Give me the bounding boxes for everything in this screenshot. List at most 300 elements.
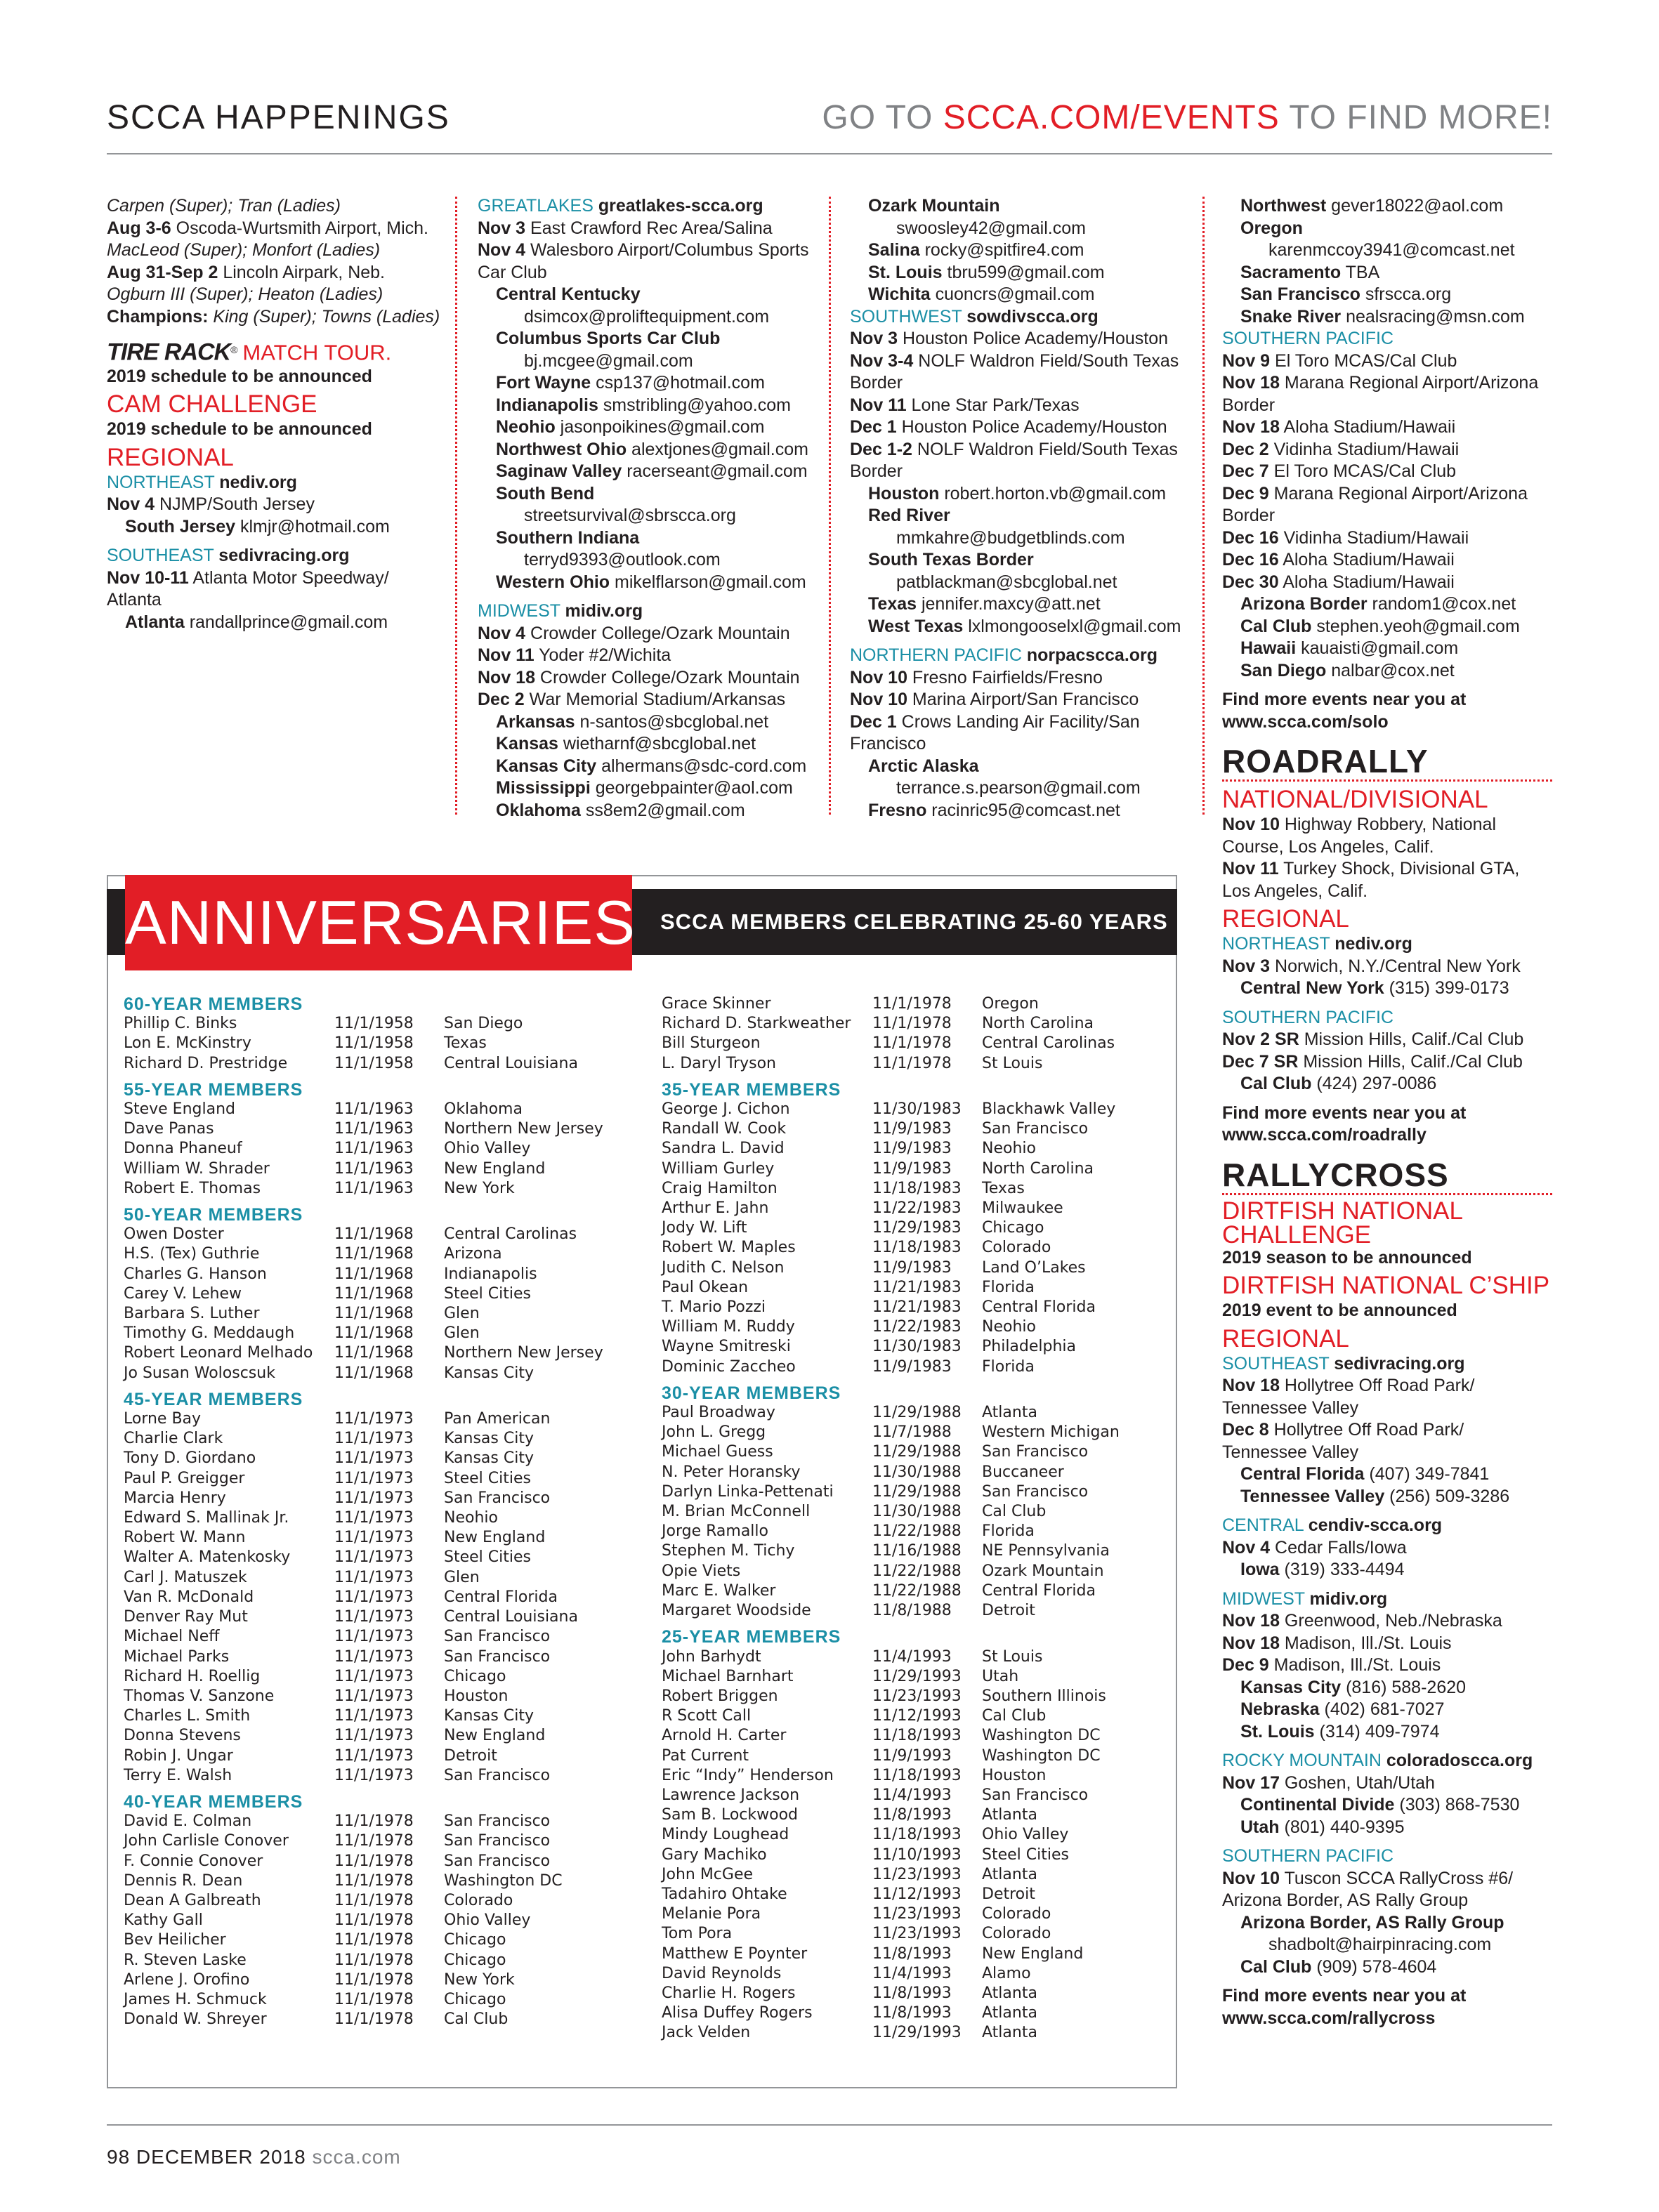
- member-row: [662, 1904, 1167, 1924]
- event-line: Nov 17 Goshen, Utah/Utah: [1222, 1772, 1435, 1793]
- member-date: 11/1/1973: [334, 1746, 414, 1765]
- event-line: Dec 2 Vidinha Stadium/Hawaii: [1222, 439, 1460, 459]
- member-region: Kansas City: [444, 1364, 534, 1382]
- rr-northeast-site-link[interactable]: nediv.org: [1335, 934, 1412, 954]
- event-line: Nov 9 El Toro MCAS/Cal Club: [1222, 350, 1457, 371]
- footer-rule: [107, 2124, 1552, 2126]
- member-region: Land O’Lakes: [982, 1258, 1086, 1277]
- event-line: Nov 10 Fresno Fairfields/Fresno: [850, 667, 1103, 687]
- region-contact: Western Ohio mikelflarson@gmail.com: [496, 572, 806, 592]
- member-name: Darlyn Linka-Pettenati: [662, 1482, 834, 1501]
- match-tour-heading: TIRE RACK® MATCH TOUR.: [107, 338, 392, 366]
- member-name: Stephen M. Tichy: [662, 1542, 795, 1560]
- member-name: William M. Ruddy: [662, 1318, 795, 1336]
- dirtfish-championship-note: 2019 event to be announced: [1222, 1301, 1457, 1320]
- member-date: 11/1/1968: [334, 1225, 414, 1244]
- rr-southern-pacific-lines: [1222, 1029, 1552, 1095]
- match-tour-note: 2019 schedule to be announced: [107, 366, 372, 386]
- member-region: Philadelphia: [982, 1338, 1077, 1356]
- midwest-division: [478, 600, 815, 623]
- member-date: 11/1/1973: [334, 1509, 414, 1527]
- member-row: [662, 1482, 1167, 1502]
- member-group-heading: 40-YEAR MEMBERS: [124, 1791, 303, 1812]
- member-row: [124, 1852, 615, 1871]
- member-date: 11/16/1988: [872, 1542, 962, 1560]
- region-contact: Tennessee Valley (256) 509-3286: [1240, 1486, 1510, 1506]
- member-name: Donna Phaneuf: [124, 1140, 242, 1158]
- member-region: Central Florida: [982, 1298, 1096, 1317]
- se-event-date: Nov 10-11: [107, 567, 189, 588]
- member-row: [124, 1225, 615, 1244]
- region-contact: Nebraska (402) 681-7027: [1240, 1699, 1445, 1719]
- event-line: Nov 18 Crowder College/Ozark Mountain: [478, 667, 800, 687]
- contact-email[interactable]: mmkahre@budgetblinds.com: [896, 527, 1125, 548]
- member-date: 11/1/1958: [334, 1015, 414, 1033]
- member-name: Jo Susan Woloscsuk: [124, 1364, 275, 1382]
- event-line: Aug 31-Sep 2 Lincoln Airpark, Neb.: [107, 262, 385, 282]
- member-row: [662, 1865, 1167, 1885]
- champions-line: Champions: King (Super); Towns (Ladies): [107, 306, 440, 327]
- region-contact: Neohio jasonpoikines@gmail.com: [496, 417, 765, 437]
- member-row: [124, 1528, 615, 1548]
- member-date: 11/1/1968: [334, 1265, 414, 1283]
- member-date: 11/1/1973: [334, 1410, 414, 1428]
- region-contact: Arkansas n-santos@sbcglobal.net: [496, 711, 769, 732]
- column-divider: [829, 197, 831, 815]
- rallycross-rule: [1222, 1193, 1552, 1195]
- member-region: Oklahoma: [444, 1100, 523, 1119]
- rr-northeast-division: [1222, 933, 1552, 956]
- rx-central-lines: [1222, 1537, 1552, 1581]
- member-name: Paul Okean: [662, 1278, 749, 1296]
- member-name: Edward S. Mallinak Jr.: [124, 1509, 289, 1527]
- region-contact: Continental Divide (303) 868-7530: [1240, 1795, 1520, 1815]
- member-date: 11/1/1963: [334, 1179, 414, 1197]
- member-date: 11/9/1983: [872, 1159, 952, 1178]
- roadrally-more-link[interactable]: www.scca.com/roadrally: [1222, 1125, 1427, 1145]
- member-date: 11/8/1993: [872, 2004, 952, 2022]
- rx-rocky-site-link[interactable]: coloradoscca.org: [1386, 1751, 1533, 1770]
- contact-email[interactable]: shadbolt@hairpinracing.com: [1268, 1935, 1492, 1954]
- region-contact: Oklahoma ss8em2@gmail.com: [496, 800, 745, 820]
- member-name: R. Steven Laske: [124, 1951, 247, 1969]
- member-region: St Louis: [982, 1054, 1043, 1072]
- event-line: Dec 16 Vidinha Stadium/Hawaii: [1222, 527, 1469, 548]
- member-date: 11/1/1973: [334, 1608, 414, 1626]
- member-region: Atlanta: [982, 1865, 1037, 1883]
- southeast-division: [107, 545, 437, 567]
- greatlakes-lines: [478, 218, 815, 594]
- contact-email[interactable]: bj.mcgee@gmail.com: [524, 350, 693, 371]
- region-contact: Houston robert.horton.vb@gmail.com: [868, 483, 1167, 503]
- contact-email[interactable]: streetsurvival@sbrscca.org: [524, 506, 736, 525]
- rx-southeast-division: [1222, 1353, 1552, 1376]
- ne-contact-region: South Jersey: [125, 516, 236, 536]
- event-line: Nov 2 SR Mission Hills, Calif./Cal Club: [1222, 1029, 1524, 1049]
- region-contact: Wichita cuoncrs@gmail.com: [868, 284, 1095, 304]
- member-date: 11/1/1963: [334, 1100, 414, 1119]
- member-date: 11/8/1993: [872, 1984, 952, 2002]
- event-line: Dec 1 Houston Police Academy/Houston: [850, 417, 1167, 437]
- member-row: [124, 1687, 615, 1706]
- col3-top-lines: [850, 195, 1187, 306]
- member-region: Central Florida: [444, 1588, 558, 1606]
- member-date: 11/1/1978: [334, 1911, 414, 1930]
- contact-email[interactable]: swoosley42@gmail.com: [896, 218, 1086, 238]
- region-contact: Central New York (315) 399-0173: [1240, 978, 1509, 998]
- region-name: Oregon: [1240, 218, 1303, 238]
- member-date: 11/1/1968: [334, 1245, 414, 1263]
- region-contact: Cal Club (424) 297-0086: [1240, 1074, 1437, 1093]
- member-region: San Francisco: [982, 1120, 1089, 1138]
- match-tour-title: MATCH TOUR.: [242, 340, 392, 365]
- region-contact: Kansas City alhermans@sdc-cord.com: [496, 756, 807, 776]
- member-row: [124, 1607, 615, 1627]
- member-name: Craig Hamilton: [662, 1179, 778, 1197]
- member-name: Marcia Henry: [124, 1489, 226, 1507]
- member-region: New York: [444, 1179, 515, 1197]
- member-row: [662, 1562, 1167, 1581]
- member-region: Detroit: [982, 1602, 1035, 1620]
- member-name: Phillip C. Binks: [124, 1015, 237, 1033]
- member-date: 11/18/1993: [872, 1727, 962, 1745]
- member-name: Walter A. Matenkosky: [124, 1548, 291, 1567]
- member-name: F. Connie Conover: [124, 1852, 263, 1870]
- member-date: 11/1/1968: [334, 1305, 414, 1323]
- rx-central-division: [1222, 1515, 1552, 1537]
- member-row: [662, 1014, 1167, 1034]
- member-date: 11/18/1983: [872, 1239, 962, 1257]
- member-date: 11/1/1978: [334, 1832, 414, 1850]
- member-row: [662, 1423, 1167, 1442]
- member-group-heading: 45-YEAR MEMBERS: [124, 1389, 303, 1409]
- member-name: Carl J. Matuszek: [124, 1568, 247, 1586]
- member-name: Grace Skinner: [662, 995, 771, 1013]
- region-contact: West Texas lxlmongooselxl@gmail.com: [868, 616, 1181, 636]
- rx-central-site-link[interactable]: cendiv-scca.org: [1308, 1515, 1443, 1535]
- member-name: George J. Cichon: [662, 1100, 790, 1119]
- member-region: Colorado: [982, 1905, 1051, 1923]
- member-region: Kansas City: [444, 1707, 534, 1725]
- member-row: [662, 1218, 1167, 1238]
- regional-title: REGIONAL: [107, 443, 234, 471]
- member-row: [124, 1508, 615, 1528]
- member-region: Florida: [982, 1278, 1035, 1296]
- member-region: Ohio Valley: [982, 1826, 1069, 1844]
- rx-southeast-site-link[interactable]: sedivracing.org: [1334, 1353, 1465, 1374]
- member-date: 11/1/1973: [334, 1469, 414, 1487]
- member-name: Arnold H. Carter: [662, 1727, 787, 1745]
- member-row: [662, 1687, 1167, 1706]
- member-region: Kansas City: [444, 1430, 534, 1448]
- member-date: 11/1/1973: [334, 1727, 414, 1745]
- member-row: [124, 1469, 615, 1489]
- solo-more-link[interactable]: www.scca.com/solo: [1222, 711, 1389, 732]
- member-row: [662, 1054, 1167, 1074]
- region-contact: Saginaw Valley racerseant@gmail.com: [496, 461, 808, 481]
- event-line: Nov 18 Greenwood, Neb./Nebraska: [1222, 1611, 1502, 1631]
- northern-pacific-site-link[interactable]: norpacscca.org: [1026, 645, 1158, 665]
- header-rule: [107, 153, 1552, 154]
- member-row: [662, 1726, 1167, 1746]
- rx-midwest-site-link[interactable]: midiv.org: [1309, 1588, 1388, 1609]
- member-region: San Francisco: [444, 1832, 551, 1850]
- region-contact: Fresno racinric95@comcast.net: [868, 800, 1120, 820]
- member-region: Florida: [982, 1522, 1035, 1541]
- member-region: Atlanta: [982, 1806, 1037, 1824]
- rx-rocky-lines: [1222, 1772, 1552, 1839]
- member-name: Robin J. Ungar: [124, 1746, 233, 1765]
- member-region: San Francisco: [444, 1766, 551, 1784]
- roadrally-more-text: Find more events near you at: [1222, 1102, 1467, 1123]
- member-region: Western Michigan: [982, 1423, 1120, 1442]
- event-line: Dec 8 Hollytree Off Road Park/ Tennessee Valley: [1222, 1420, 1464, 1462]
- region-contact: Northwest gever18022@aol.com: [1240, 196, 1504, 216]
- member-date: 11/1/1978: [334, 1951, 414, 1969]
- se-event-place: Atlanta Motor Speedway/ Atlanta: [107, 567, 389, 610]
- column-2: [478, 195, 815, 822]
- member-row: [124, 1746, 615, 1766]
- member-region: Glen: [444, 1305, 480, 1323]
- member-name: Tom Pora: [662, 1925, 733, 1943]
- event-line: Dec 30 Aloha Stadium/Hawaii: [1222, 572, 1455, 592]
- member-region: New England: [982, 1944, 1084, 1963]
- ne-contact-email[interactable]: klmjr@hotmail.com: [240, 516, 390, 536]
- national-divisional-title: NATIONAL/DIVISIONAL: [1222, 786, 1488, 813]
- member-row: [124, 1930, 615, 1950]
- member-name: Eric “Indy” Henderson: [662, 1766, 834, 1784]
- member-name: Lorne Bay: [124, 1410, 202, 1428]
- member-row: [124, 1343, 615, 1363]
- member-date: 11/1/1973: [334, 1707, 414, 1725]
- member-region: Steel Cities: [444, 1548, 531, 1567]
- member-row: [662, 1199, 1167, 1218]
- member-row: [124, 1159, 615, 1179]
- member-row: [124, 2010, 615, 2029]
- member-row: [662, 1944, 1167, 1964]
- results-line: Carpen (Super); Tran (Ladies): [107, 196, 341, 216]
- member-region: Cal Club: [982, 1707, 1047, 1725]
- member-name: John Barhydt: [662, 1647, 761, 1666]
- member-row: [124, 1951, 615, 1970]
- midwest-site-link[interactable]: midiv.org: [565, 601, 643, 621]
- member-region: Cal Club: [444, 2010, 509, 2029]
- member-region: San Francisco: [982, 1482, 1089, 1501]
- member-row: [124, 1891, 615, 1911]
- member-name: Timothy G. Meddaugh: [124, 1324, 295, 1343]
- member-row: [662, 1337, 1167, 1357]
- member-name: Bev Heilicher: [124, 1931, 226, 1949]
- member-region: San Diego: [444, 1015, 523, 1033]
- member-name: Michael Guess: [662, 1443, 773, 1461]
- member-date: 11/23/1993: [872, 1865, 962, 1883]
- contact-email[interactable]: terrance.s.pearson@gmail.com: [896, 778, 1141, 798]
- member-date: 11/1/1963: [334, 1140, 414, 1158]
- contact-email[interactable]: karenmccoy3941@comcast.net: [1268, 240, 1515, 260]
- event-line: Dec 2 War Memorial Stadium/Arkansas: [478, 690, 786, 709]
- member-region: San Francisco: [444, 1489, 551, 1507]
- member-date: 11/18/1983: [872, 1179, 962, 1197]
- member-date: 11/29/1993: [872, 1667, 962, 1685]
- member-name: Mindy Loughead: [662, 1826, 789, 1844]
- member-date: 11/1/1973: [334, 1687, 414, 1705]
- member-row: [124, 1324, 615, 1343]
- roadrally-heading: ROADRALLY: [1222, 743, 1429, 779]
- southern-pacific-lines: [1222, 350, 1552, 683]
- region-name: South Bend: [496, 483, 595, 503]
- member-name: Michael Neff: [124, 1628, 220, 1646]
- page-footer: [107, 2146, 401, 2168]
- member-group-heading: 55-YEAR MEMBERS: [124, 1079, 303, 1100]
- member-name: Jack Velden: [662, 2024, 751, 2042]
- member-region: Atlanta: [982, 1404, 1037, 1422]
- region-contact: Cal Club (909) 578-4604: [1240, 1956, 1437, 1977]
- member-row: [124, 1429, 615, 1449]
- member-date: 11/1/1968: [334, 1344, 414, 1362]
- member-name: John McGee: [662, 1865, 754, 1883]
- member-region: Houston: [982, 1766, 1047, 1784]
- member-region: Central Carolinas: [444, 1225, 577, 1244]
- member-row: [662, 1885, 1167, 1904]
- ne-event-date: Nov 4: [107, 494, 155, 515]
- southwest-site-link[interactable]: sowdivscca.org: [966, 306, 1099, 327]
- member-row: [124, 1364, 615, 1383]
- member-row: [662, 1706, 1167, 1726]
- column-3: [850, 195, 1187, 822]
- ne-contact: [107, 516, 437, 539]
- northeast-div-label: NORTHEAST: [107, 472, 215, 492]
- member-region: Buccaneer: [982, 1463, 1064, 1481]
- footer-site: scca.com: [312, 2146, 401, 2168]
- member-name: Melanie Pora: [662, 1905, 761, 1923]
- member-date: 11/1/1963: [334, 1120, 414, 1138]
- member-region: Colorado: [444, 1891, 513, 1909]
- events-callout-prefix: GO TO: [822, 99, 943, 136]
- member-region: North Carolina: [982, 1015, 1094, 1033]
- event-line: Dec 1-2 NOLF Waldron Field/South Texas Border: [850, 439, 1178, 481]
- member-name: Robert W. Maples: [662, 1239, 796, 1257]
- se-contact-region: Atlanta: [125, 612, 185, 632]
- member-region: North Carolina: [982, 1159, 1094, 1178]
- member-date: 11/1/1963: [334, 1159, 414, 1178]
- rallycross-more-link[interactable]: www.scca.com/rallycross: [1222, 2008, 1436, 2028]
- dirtfish-challenge-note: 2019 season to be announced: [1222, 1247, 1472, 1268]
- member-date: 11/1/1973: [334, 1489, 414, 1507]
- dirtfish-championship-title: DIRTFISH NATIONAL C’SHIP: [1222, 1272, 1550, 1299]
- tire-rack-logo: TIRE RACK: [107, 338, 231, 366]
- member-region: Florida: [982, 1357, 1035, 1376]
- member-date: 11/1/1973: [334, 1647, 414, 1666]
- southern-pacific-div-label: SOUTHERN PACIFIC: [1222, 329, 1394, 348]
- member-region: St Louis: [982, 1647, 1043, 1666]
- member-region: Northern New Jersey: [444, 1344, 603, 1362]
- member-region: San Francisco: [444, 1628, 551, 1646]
- contact-email[interactable]: dsimcox@proliftequipment.com: [524, 306, 770, 327]
- member-row: [124, 1449, 615, 1468]
- member-name: Richard D. Starkweather: [662, 1015, 851, 1033]
- member-region: Ohio Valley: [444, 1140, 531, 1158]
- member-name: Steve England: [124, 1100, 235, 1119]
- member-date: 11/4/1993: [872, 1786, 952, 1804]
- northeast-site-link[interactable]: nediv.org: [219, 472, 297, 492]
- member-region: Atlanta: [982, 2024, 1037, 2042]
- member-name: James H. Schmuck: [124, 1990, 267, 2008]
- member-region: Utah: [982, 1667, 1019, 1685]
- event-line: Aug 3-6 Oscoda-Wurtsmith Airport, Mich.: [107, 218, 428, 238]
- event-line: Nov 3 Norwich, N.Y./Central New York: [1222, 956, 1521, 976]
- member-date: 11/12/1993: [872, 1707, 962, 1725]
- member-row: [662, 1317, 1167, 1337]
- member-region: Blackhawk Valley: [982, 1100, 1116, 1119]
- member-date: 11/1/1973: [334, 1667, 414, 1685]
- member-date: 11/21/1983: [872, 1278, 962, 1296]
- member-name: Terry E. Walsh: [124, 1766, 232, 1784]
- member-region: Steel Cities: [444, 1284, 531, 1303]
- events-link[interactable]: SCCA.COM/EVENTS: [943, 99, 1280, 136]
- member-row: [662, 1825, 1167, 1845]
- member-name: Tadahiro Ohtake: [662, 1885, 787, 1903]
- rx-southeast-div-label: SOUTHEAST: [1222, 1353, 1330, 1374]
- event-line: Nov 3 Houston Police Academy/Houston: [850, 329, 1169, 348]
- member-region: Indianapolis: [444, 1265, 537, 1283]
- event-line: Nov 4 Walesboro Airport/Columbus Sports Car Club: [478, 240, 809, 282]
- region-contact: Cal Club stephen.yeoh@gmail.com: [1240, 616, 1520, 636]
- member-region: Central Louisiana: [444, 1608, 578, 1626]
- member-region: Texas: [982, 1179, 1025, 1197]
- member-row: [662, 1522, 1167, 1541]
- member-date: 11/1/1978: [872, 1034, 952, 1053]
- member-date: 11/23/1993: [872, 1925, 962, 1943]
- contact-email[interactable]: terryd9393@outlook.com: [524, 550, 721, 570]
- member-date: 11/1/1978: [334, 1891, 414, 1909]
- greatlakes-site-link[interactable]: greatlakes-scca.org: [598, 196, 763, 216]
- member-name: Dave Panas: [124, 1120, 214, 1138]
- member-row: [662, 1647, 1167, 1667]
- member-name: Thomas V. Sanzone: [124, 1687, 275, 1705]
- member-row: [662, 1766, 1167, 1786]
- member-region: Colorado: [982, 1925, 1051, 1943]
- member-region: Southern Illinois: [982, 1687, 1106, 1705]
- member-date: 11/8/1988: [872, 1602, 952, 1620]
- member-date: 11/23/1993: [872, 1905, 962, 1923]
- member-date: 11/1/1978: [334, 1852, 414, 1870]
- member-row: [662, 1119, 1167, 1139]
- member-group-heading: 30-YEAR MEMBERS: [662, 1383, 841, 1403]
- southeast-site-link[interactable]: sedivracing.org: [218, 546, 350, 566]
- se-contact-email[interactable]: randallprince@gmail.com: [189, 612, 388, 632]
- member-name: Opie Viets: [662, 1562, 741, 1580]
- member-date: 11/1/1978: [872, 1054, 952, 1072]
- member-row: [124, 1667, 615, 1687]
- contact-email[interactable]: patblackman@sbcglobal.net: [896, 572, 1117, 592]
- member-row: [124, 1627, 615, 1647]
- member-region: Chicago: [444, 1667, 506, 1685]
- region-contact: San Diego nalbar@cox.net: [1240, 660, 1455, 680]
- member-name: David E. Colman: [124, 1812, 252, 1831]
- member-name: Charlie Clark: [124, 1430, 223, 1448]
- member-row: [662, 1984, 1167, 2003]
- member-name: Sam B. Lockwood: [662, 1806, 798, 1824]
- member-date: 11/9/1993: [872, 1746, 952, 1765]
- member-row: [662, 1100, 1167, 1119]
- member-name: Gary Machiko: [662, 1845, 767, 1864]
- member-name: Michael Barnhart: [662, 1667, 794, 1685]
- col1-lines: [107, 195, 440, 328]
- event-line: Nov 10 Highway Robbery, National Course, Los Angeles, Calif.: [1222, 815, 1497, 857]
- rx-rocky-div-label: ROCKY MOUNTAIN: [1222, 1751, 1382, 1770]
- member-region: Arizona: [444, 1245, 502, 1263]
- member-row: [124, 1911, 615, 1930]
